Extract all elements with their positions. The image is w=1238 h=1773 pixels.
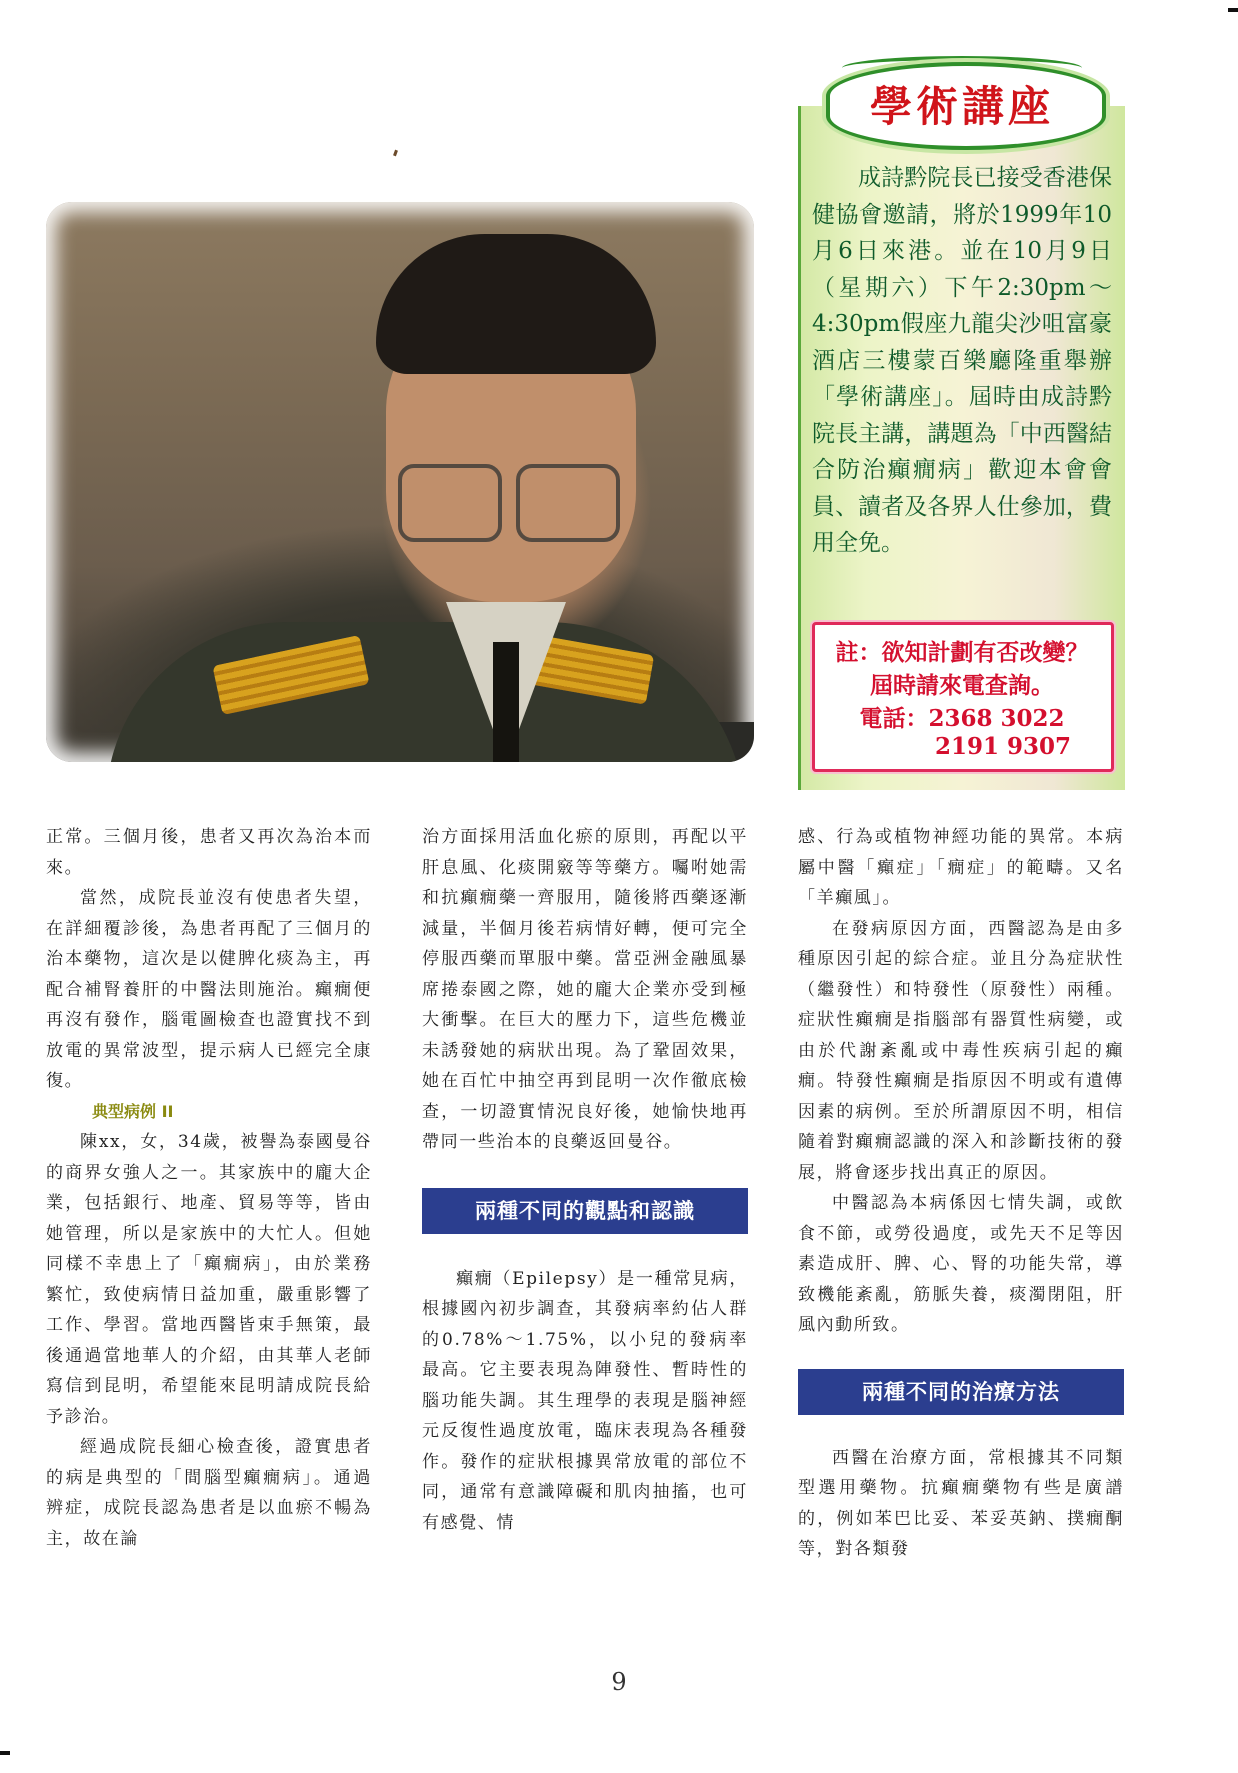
text-column-3 [798,822,1124,1565]
crop-mark-top-right [1228,8,1238,12]
crop-mark-bottom-left [0,1751,10,1755]
section-heading-viewpoints: 兩種不同的觀點和認識 [422,1188,748,1234]
photo-glasses-right [516,464,620,542]
page-number: 9 [611,1668,627,1696]
note-line-1: 註：欲知計劃有否改變？ [835,639,1089,666]
photo-tie [493,642,519,762]
note-line-2: 屆時請來電查詢。 [870,672,1054,699]
text-column-1 [46,822,372,1554]
note-phone-2: 2191 9307 [934,733,1072,760]
column1-paragraph-4: 經過成院長細心檢查後，證實患者的病是典型的「間腦型癲癇病」。通過辨症，成院長認為患者是以血瘀不暢為主，故在論 [46,1437,372,1549]
column3-paragraph-3: 中醫認為本病係因七情失調，或飲食不節，或勞役過度，或先天不足等因素造成肝、脾、心、腎的功能失常，導致機能紊亂，筋脈失養，痰濁閉阻，肝風內動所致。 [798,1193,1124,1335]
case-heading: 典型病例 II [92,1101,174,1121]
print-speck [393,150,398,157]
column3-paragraph-4: 西醫在治療方面，常根據其不同類型選用藥物。抗癲癇藥物有些是廣譜的，例如苯巴比妥、苯妥英鈉、撲癇酮等，對各類發 [798,1447,1124,1559]
section-heading-treatments: 兩種不同的治療方法 [798,1369,1124,1415]
lecture-banner-title: 學術講座 [869,82,1054,131]
column1-paragraph-1: 正常。三個月後，患者又再次為治本而來。 [46,827,372,878]
column1-paragraph-3: 陳xx，女，34歲，被譽為泰國曼谷的商界女強人之一。其家族中的龐大企業，包括銀行、地產、貿易等等，皆由她管理，所以是家族中的大忙人。但她同樣不幸患上了「癲癇病」，由於業務繁忙，致使病情日益加重，嚴重影響了工作、學習。當地西醫皆束手無策，最後通過當地華人的介紹，由其華人老師寫信到昆明，希望能來昆明請成院長給予診治。 [46,1132,372,1427]
column1-paragraph-2: 當然，成院長並沒有使患者失望，在詳細覆診後，為患者再配了三個月的治本藥物，這次是以健脾化痰為主，再配合補腎養肝的中醫法則施治。癲癇便再沒有發作，腦電圖檢查也證實找不到放電的異常波型，提示病人已經完全康復。 [46,888,372,1091]
text-column-2 [422,822,748,1538]
note-phone-1: 電話：2368 3022 [859,705,1065,732]
column2-paragraph-1: 治方面採用活血化瘀的原則，再配以平肝息風、化痰開竅等等藥方。囑咐她需和抗癲癇藥一齊服用，隨後將西藥逐漸減量，半個月後若病情好轉，便可完全停服西藥而單服中藥。當亞洲金融風暴席捲泰國之際，她的龐大企業亦受到極大衝擊。在巨大的壓力下，這些危機並未誘發她的病狀出現。為了鞏固效果，她在百忙中抽空再到昆明一次作徹底檢查，一切證實情況良好後，她愉快地再帶同一些治本的良藥返回曼谷。 [422,827,748,1152]
photo-hair [376,234,656,374]
photo-glasses-left [398,464,502,542]
portrait-photo [46,202,754,762]
column2-paragraph-2: 癲癇（Epilepsy）是一種常見病，根據國內初步調查，其發病率約佔人群的0.78%～1.75%，以小兒的發病率最高。它主要表現為陣發性、暫時性的腦功能失調。其生理學的表現是腦神經元反復性過度放電，臨床表現為各種發作。發作的症狀根據異常放電的部位不同，通常有意識障礙和肌肉抽搐，也可有感覺、情 [422,1268,748,1533]
column3-paragraph-1: 感、行為或植物神經功能的異常。本病屬中醫「癲症」「癇症」的範疇。又名「羊癲風」。 [798,827,1124,908]
column3-paragraph-2: 在發病原因方面，西醫認為是由多種原因引起的綜合症。並且分為症狀性（繼發性）和特發性（原發性）兩種。症狀性癲癇是指腦部有器質性病變，或由於代謝紊亂或中毒性疾病引起的癲癇。特發性癲癇是指原因不明或有遺傳因素的病例。至於所謂原因不明，相信隨着對癲癇認識的深入和診斷技術的發展，將會逐步找出真正的原因。 [798,918,1124,1183]
photo-uniform [106,622,746,762]
lecture-announcement-text: 成詩黔院長已接受香港保健協會邀請，將於1999年10月6日來港。並在10月9日（星期六）下午2:30pm～4:30pm假座九龍尖沙咀富豪酒店三樓蒙百樂廳隆重舉辦「學術講座」。屆時由成詩黔院長主講，講題為「中西醫結合防治癲癇病」歡迎本會會員、讀者及各界人仕參加，費用全免。 [812,165,1112,556]
